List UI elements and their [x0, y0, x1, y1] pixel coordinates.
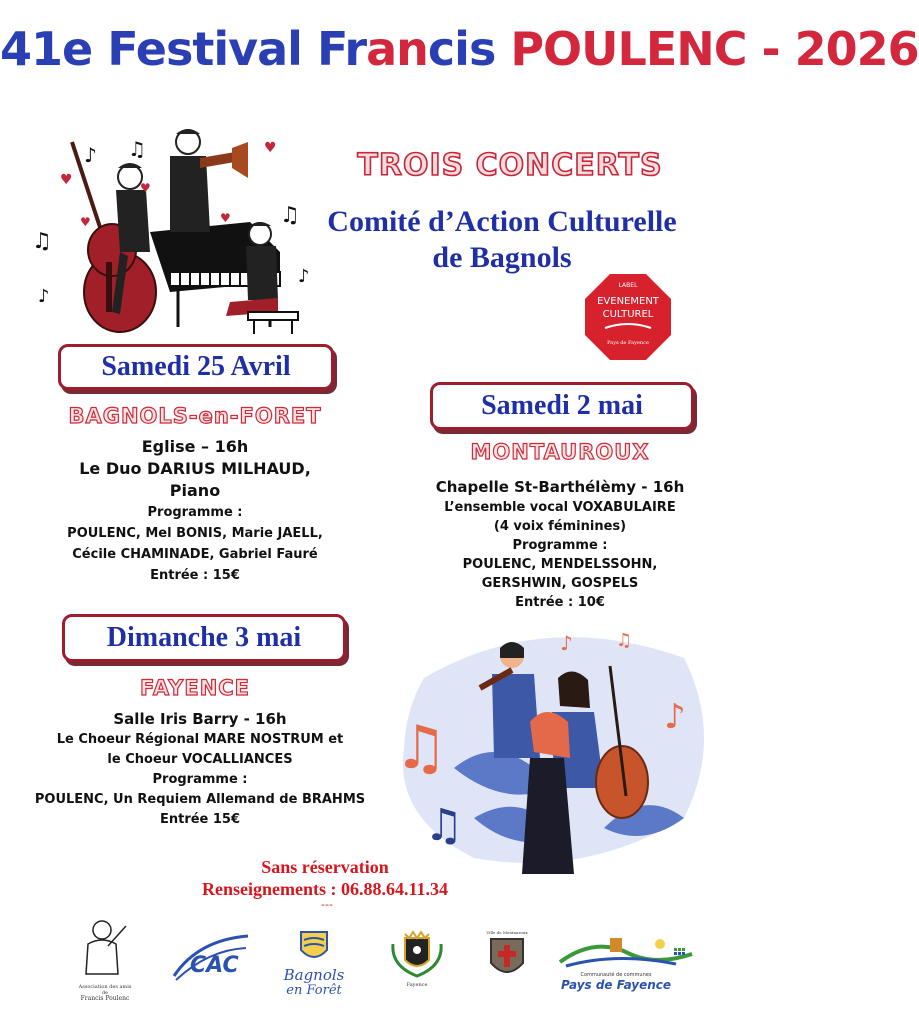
concert1-details	[40, 436, 350, 586]
concert2-programme-line2: GERSHWIN, GOSPELS	[481, 576, 639, 591]
bagnols-logo-line1: Bagnols	[283, 966, 345, 984]
footer-dots: ---	[321, 898, 333, 911]
svg-text:♪: ♪	[560, 631, 573, 655]
trois-concerts-heading: TROIS CONCERTS	[357, 148, 663, 183]
bagnols-coat-of-arms-icon	[299, 930, 329, 964]
concert3-programme-label: Programme :	[152, 772, 248, 787]
title-an: an	[366, 22, 428, 76]
logo-amis-poulenc	[78, 916, 132, 1006]
badge-line1: EVENEMENT	[597, 296, 659, 307]
concert2-programme-line1: POULENC, MENDELSSOHN,	[462, 557, 658, 572]
concert3-performer-line1: Le Choeur Régional MARE NOSTRUM et	[56, 732, 344, 747]
comite-line1: Comité d’Action Culturelle	[327, 205, 677, 238]
pays-fayence-logo-label: Pays de Fayence	[560, 978, 672, 992]
svg-text:♥: ♥	[80, 215, 91, 229]
concert2-venue: Chapelle St-Barthélèmy - 16h	[435, 478, 685, 496]
festival-title	[0, 22, 919, 76]
label-evenement-culturel-badge	[583, 272, 673, 362]
concert3-entree: Entrée 15€	[159, 812, 241, 827]
trumpeter-figure	[170, 129, 248, 232]
concert3-performer-line2: le Choeur VOCALLIANCES	[107, 752, 293, 767]
renseignements-phone: Renseignements : 06.88.64.11.34	[202, 879, 448, 899]
svg-text:♥: ♥	[264, 140, 277, 156]
sans-reservation-text: Sans réservation	[261, 857, 389, 877]
concert1-place: BAGNOLS-en-FORET	[68, 404, 322, 428]
logo-montauroux	[484, 930, 530, 988]
svg-text:♪: ♪	[664, 697, 686, 737]
concert3-venue: Salle Iris Barry - 16h	[113, 710, 287, 728]
logo-pays-de-fayence	[556, 932, 696, 992]
concert3-place: FAYENCE	[139, 676, 251, 700]
pays-de-fayence-landscape-icon	[556, 932, 696, 968]
svg-text:♪: ♪	[84, 143, 97, 167]
logo-fayence	[386, 930, 448, 990]
concert1-programme-line2: Cécile CHAMINADE, Gabriel Fauré	[72, 547, 318, 562]
concert1-performer: Le Duo DARIUS MILHAUD,	[79, 459, 311, 478]
svg-text:♪: ♪	[298, 266, 310, 287]
montauroux-coat-of-arms-icon	[487, 935, 527, 981]
concert2-performer: L’ensemble vocal VOXABULAIRE	[444, 500, 676, 515]
organizer-name	[296, 204, 708, 276]
concert2-programme-label: Programme :	[512, 538, 608, 553]
logo-bagnols-en-foret	[276, 930, 352, 1018]
concert1-date: Samedi 25 Avril	[58, 344, 334, 390]
contact-info	[160, 856, 490, 900]
comite-line2: de Bagnols	[432, 241, 572, 274]
title-rest: POULENC - 2026	[495, 22, 919, 76]
pays-fayence-small-text: Communauté de communes	[580, 972, 652, 978]
concert2-place: MONTAUROUX	[470, 440, 650, 464]
svg-text:♪: ♪	[38, 286, 50, 307]
montauroux-logo-label: Ville de Montauroux	[486, 930, 528, 935]
poulenc-logo-line1: Association des amis de	[78, 984, 132, 996]
logo-cac	[168, 930, 252, 986]
concert3-programme-line1: POULENC, Un Requiem Allemand de BRAHMS	[34, 792, 366, 807]
badge-line2: CULTUREL	[602, 309, 654, 320]
concert2-entree: Entrée : 10€	[515, 595, 605, 610]
title-cis: cis	[427, 22, 496, 76]
svg-text:♫: ♫	[280, 203, 300, 228]
cac-letters: CAC	[190, 953, 239, 978]
concert3-date: Dimanche 3 mai	[62, 614, 346, 662]
svg-text:♫: ♫	[394, 713, 448, 783]
bagnols-logo-line2: en Forêt	[286, 983, 342, 998]
concert3-details	[20, 708, 380, 830]
svg-text:♫: ♫	[32, 229, 52, 254]
singers-illustration	[384, 618, 714, 874]
concert2-details	[410, 476, 710, 612]
svg-text:♫: ♫	[616, 630, 633, 651]
svg-text:♥: ♥	[140, 181, 151, 195]
jazz-trio-illustration	[20, 122, 310, 342]
badge-bottom-text: Pays de Fayence	[607, 340, 649, 346]
poulenc-portrait-icon	[78, 916, 132, 980]
svg-text:♥: ♥	[60, 172, 73, 188]
fayence-logo-label: Fayence	[406, 982, 428, 988]
fayence-coat-of-arms-icon	[389, 930, 445, 978]
concert1-performer-instrument: Piano	[169, 481, 221, 500]
concert1-venue: Eglise – 16h	[141, 437, 249, 456]
title-fr: Fr	[316, 22, 367, 76]
concert1-programme-label: Programme :	[147, 505, 243, 520]
concert2-date: Samedi 2 mai	[430, 382, 694, 430]
svg-text:♫: ♫	[128, 137, 146, 161]
title-part1: 41e Festival	[0, 22, 317, 76]
concert2-performer-note: (4 voix féminines)	[493, 519, 627, 534]
svg-text:♥: ♥	[220, 211, 231, 225]
badge-top-text: LABEL	[618, 282, 638, 289]
concert1-programme-line1: POULENC, Mel BONIS, Marie JAELL,	[67, 526, 323, 541]
blue-note-icon: ♫	[424, 800, 464, 851]
concert1-entree: Entrée : 15€	[150, 568, 240, 583]
poulenc-logo-line2: Francis Poulenc	[80, 995, 130, 1002]
